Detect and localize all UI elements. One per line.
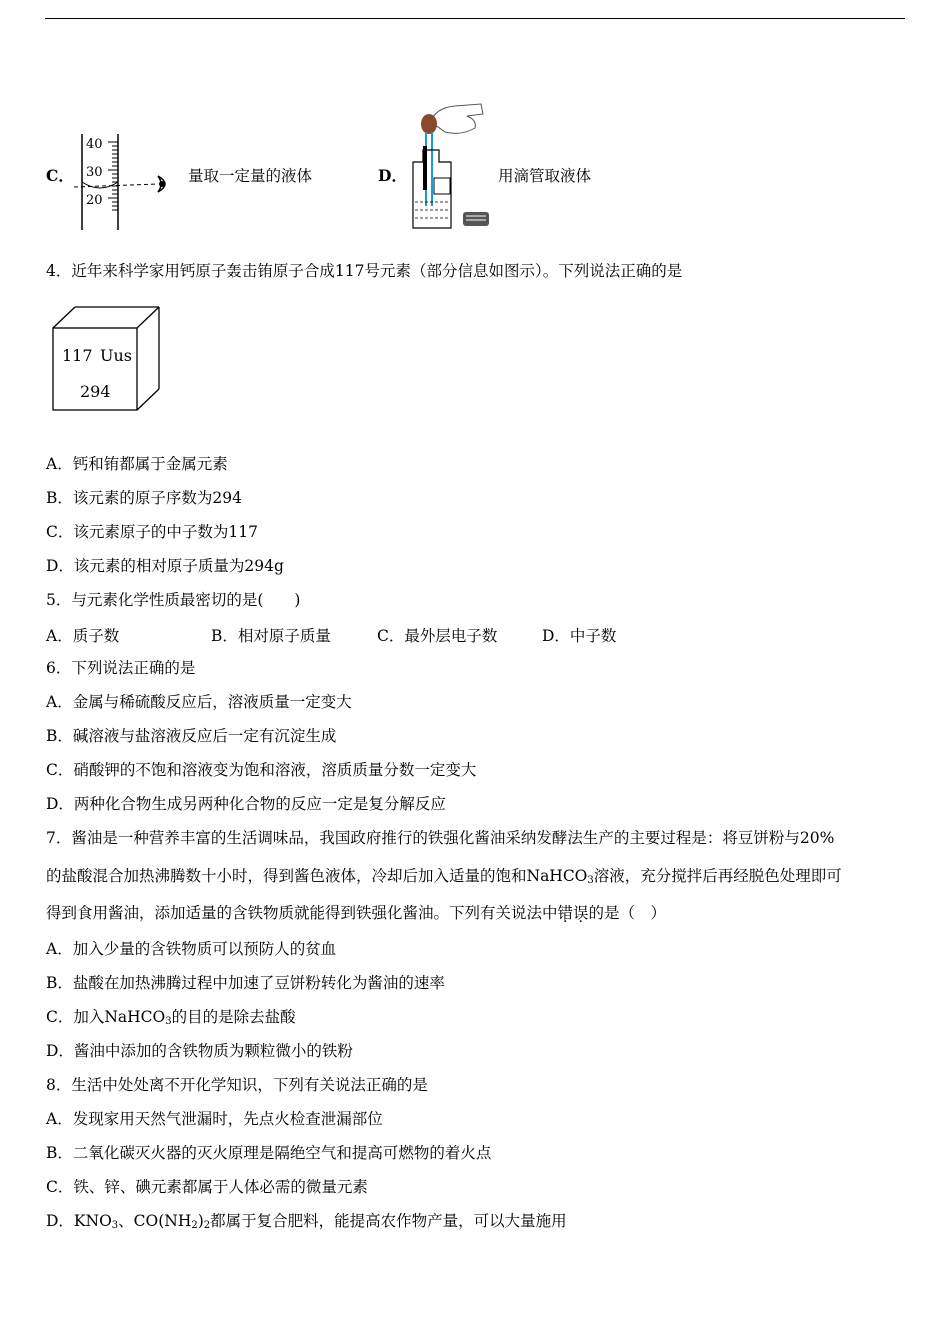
q8-option-a: A．发现家用天然气泄漏时，先点火检查泄漏部位 [46,1110,383,1128]
q8-opt-d-s2: 2 [191,1220,198,1231]
q4-option-c: C．该元素原子的中子数为117 [46,523,258,541]
q7-line2-a: 的盐酸混合加热沸腾数十小时，得到酱色液体，冷却后加入适量的饱和NaHCO [46,867,588,885]
q8-stem: 8．生活中处处离不开化学知识，下列有关说法正确的是 [46,1076,428,1094]
q7-line3-b: 的是（ ） [588,904,667,922]
q8-option-c: C．铁、锌、碘元素都属于人体必需的微量元素 [46,1178,368,1196]
header-rule [45,18,905,19]
element-number: 117 [62,346,93,365]
q4-stem: 4．近年来科学家用钙原子轰击铕原子合成117号元素（部分信息如图示）。下列说法正确的是 [46,262,683,280]
q4-option-d: D．该元素的相对原子质量为294g [46,557,284,575]
q7-line3-a: 得到食用酱油，添加适量的含铁物质就能得到铁强化酱油。下列有关说法中 [46,904,558,922]
q5-option-c: C．最外层电子数 [377,627,498,645]
q5-option-d: D．中子数 [542,627,617,645]
q8-opt-d-d: 都属于复合肥料，能提高农作物产量，可以大量施用 [210,1212,567,1230]
q4-option-b: B．该元素的原子序数为294 [46,489,242,507]
q3-option-c-letter: C． [46,166,74,185]
graduated-cylinder-figure [72,132,184,232]
q6-option-a: A．金属与稀硫酸反应后，溶液质量一定变大 [46,693,352,711]
q3-option-d-text: 用滴管取液体 [498,167,592,185]
q7-stem-line1: 7．酱油是一种营养丰富的生活调味品，我国政府推行的铁强化酱油采纳发酵法生产的主要过程是：将豆饼粉与20% [46,829,835,847]
q5-option-b: B．相对原子质量 [211,627,331,645]
q8-option-d [46,1211,567,1236]
q4-option-a: A．钙和铕都属于金属元素 [46,455,228,473]
rubber-bulb-icon [421,114,437,134]
q7-opt-c-sub: 3 [165,1016,172,1027]
emphasis-char-1: 错 [557,904,574,922]
q7-option-a: A．加入少量的含铁物质可以预防人的贫血 [46,940,337,958]
q7-line2-b: 溶液，充分搅拌后再经脱色处理即可 [593,867,842,885]
element-cell-figure [52,306,162,412]
q8-option-b: B．二氧化碳灭火器的灭火原理是隔绝空气和提高可燃物的着火点 [46,1144,492,1162]
q7-option-d: D．酱油中添加的含铁物质为颗粒微小的铁粉 [46,1042,353,1060]
q5-stem: 5．与元素化学性质最密切的是( ) [46,591,301,609]
q6-option-d: D．两种化合物生成另两种化合物的反应一定是复分解反应 [46,795,446,813]
q8-opt-d-s3: 2 [203,1220,211,1231]
q8-opt-d-c: ) [197,1212,204,1230]
q6-option-c: C．硝酸钾的不饱和溶液变为饱和溶液，溶质质量分数一定变大 [46,761,477,779]
element-mass: 294 [80,382,111,401]
q7-opt-c-b: 的目的是除去盐酸 [171,1008,296,1026]
q8-opt-d-s1: 3 [111,1220,119,1231]
q8-opt-d-a: D．KNO [46,1212,112,1230]
q6-stem: 6．下列说法正确的是 [46,659,196,677]
q7-line2-sub: 3 [587,875,594,886]
q3-option-d-letter: D． [378,166,407,185]
q3-option-c-text: 量取一定量的液体 [188,167,313,185]
q5-option-a: A．质子数 [46,627,120,645]
q7-opt-c-a: C．加入NaHCO [46,1008,166,1026]
q7-stem-line2 [46,866,842,891]
tick-40: 40 [86,137,103,152]
q6-option-b: B．碱溶液与盐溶液反应后一定有沉淀生成 [46,727,337,745]
tick-20: 20 [86,193,103,208]
q7-option-b: B．盐酸在加热沸腾过程中加速了豆饼粉转化为酱油的速率 [46,974,445,992]
hand-icon [431,104,483,133]
element-symbol: Uus [100,346,132,365]
tick-30: 30 [86,165,103,180]
q7-stem-line3 [46,903,666,923]
dropper-bottle-figure [405,102,495,234]
stopper-icon [463,212,489,226]
q8-opt-d-b: 、CO(NH [118,1212,192,1230]
emphasis-char-2: 误 [573,904,589,922]
q7-option-c [46,1007,296,1032]
